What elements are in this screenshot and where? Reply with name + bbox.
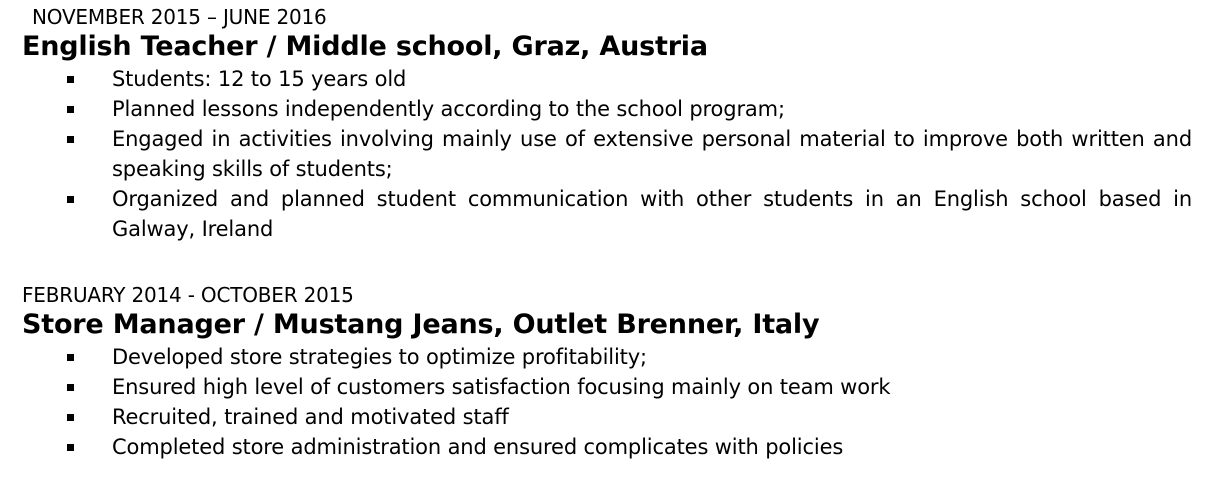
entry-date: FEBRUARY 2014 - OCTOBER 2015	[22, 283, 354, 307]
list-item	[22, 124, 1192, 184]
entry-title: Store Manager / Mustang Jeans, Outlet Brenner, Italy	[22, 309, 820, 340]
square-bullet-icon	[67, 76, 74, 83]
square-bullet-icon	[67, 444, 74, 451]
entry-date: NOVEMBER 2015 – JUNE 2016	[32, 5, 327, 29]
square-bullet-icon	[67, 354, 74, 361]
square-bullet-icon	[67, 196, 74, 203]
list-item-text: Engaged in activities involving mainly use of extensive personal material to improve both written and speaking skills of students;	[112, 127, 1192, 181]
list-item-text: Ensured high level of customers satisfaction focusing mainly on team work	[112, 375, 891, 399]
entry-title: English Teacher / Middle school, Graz, Austria	[22, 31, 708, 62]
list-item-text: Recruited, trained and motivated staff	[112, 405, 509, 429]
list-item-text: Completed store administration and ensured complicates with policies	[112, 435, 844, 459]
square-bullet-icon	[67, 136, 74, 143]
list-item	[22, 184, 1192, 244]
square-bullet-icon	[67, 414, 74, 421]
responsibilities-list	[22, 342, 1192, 462]
list-item	[22, 64, 1192, 94]
list-item	[22, 342, 1192, 372]
responsibilities-list	[22, 64, 1192, 244]
experience-entry-teacher	[22, 4, 1192, 244]
list-item	[22, 372, 1192, 402]
experience-entry-store-manager	[22, 282, 1192, 462]
list-item-text: Planned lessons independently according to the school program;	[112, 97, 785, 121]
list-item	[22, 94, 1192, 124]
square-bullet-icon	[67, 384, 74, 391]
list-item	[22, 402, 1192, 432]
list-item-text: Organized and planned student communication with other students in an English school based in Galway, Ireland	[112, 187, 1192, 241]
list-item-text: Students: 12 to 15 years old	[112, 67, 407, 91]
list-item-text: Developed store strategies to optimize profitability;	[112, 345, 647, 369]
list-item	[22, 432, 1192, 462]
square-bullet-icon	[67, 106, 74, 113]
